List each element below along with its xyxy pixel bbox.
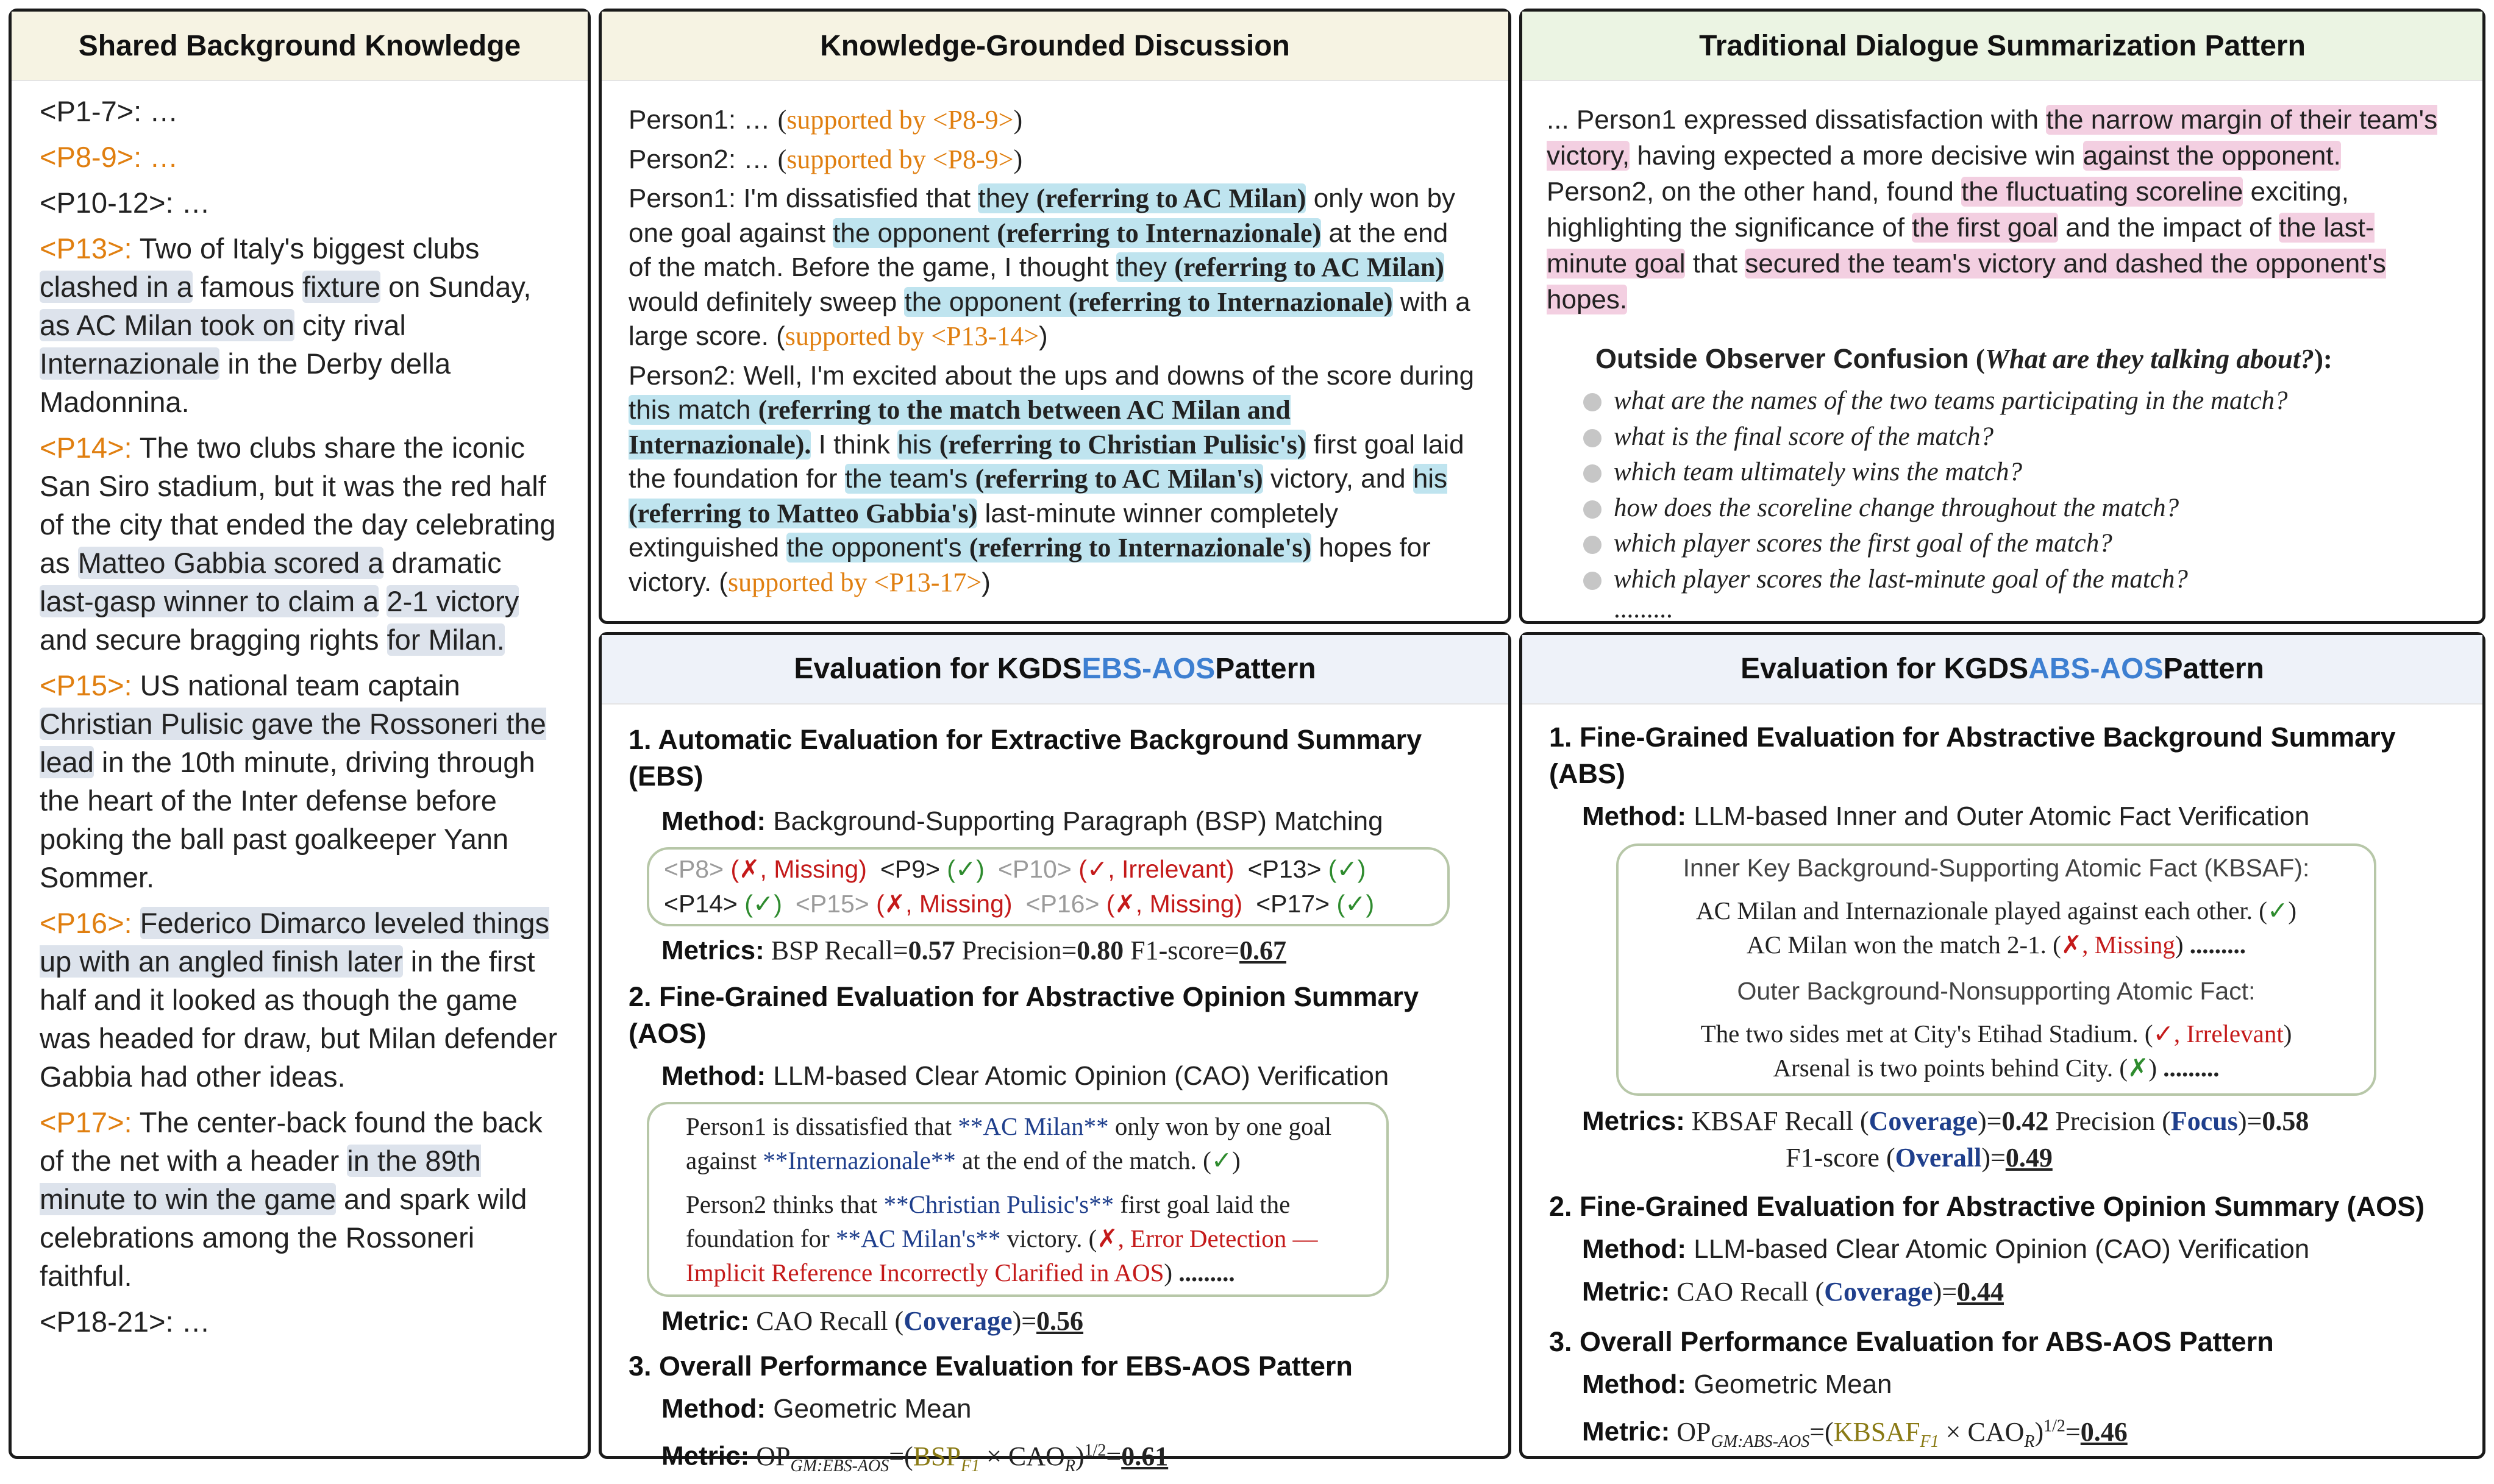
confusion-question: which team ultimately wins the match? xyxy=(1583,455,2448,491)
observer-confusion-heading: Outside Observer Confusion (What are they talking about?): xyxy=(1595,343,2332,374)
bsp-item: <P17> (✓) xyxy=(1256,890,1375,918)
section-3-metric: Metric: $OP_{GM:ABS-AOS}=(KBSAF_{F1} \times CAO_R)^{1/2}=0.46$ xyxy=(1582,1416,2128,1451)
outer-fact-1: The two sides met at City's Etihad Stadium. (✓, Irrelevant) xyxy=(1700,1020,2292,1048)
confusion-question-list xyxy=(1583,383,2448,597)
bsp-item: <P9> (✓) xyxy=(880,855,985,883)
panel-title: Knowledge-Grounded Discussion xyxy=(602,12,1508,81)
more-ellipsis: ......... xyxy=(1614,595,1673,623)
section-2-heading: 2. Fine-Grained Evaluation for Abstractive Opinion Summary (AOS) xyxy=(629,981,1419,1049)
section-3-method: Method: Geometric Mean xyxy=(1582,1369,1892,1399)
section-1-metrics: Metrics: KBSAF Recall (Coverage)=0.42 Precision (Focus)=0.58 xyxy=(1582,1106,2309,1136)
bsp-matching-box xyxy=(647,847,1450,926)
panel-traditional-summarization xyxy=(1519,9,2485,624)
bsp-item: <P14> (✓) xyxy=(664,890,782,918)
paragraph-p13: <P13>: Two of Italy's biggest clubs clashed in a famous fixture on Sunday, as AC Milan took on city rival Internazionale in the Derby della Madonnina. xyxy=(40,232,532,418)
opinion-2: Person2 thinks that **Christian Pulisic's** first goal laid the foundation for **AC Milan's** victory. (✗, Error Detection — Implicit Reference Incorrectly Clarified in AOS) ......... xyxy=(686,1190,1318,1287)
section-3-metric: Metric: $OP_{GM:EBS-AOS}=(BSP_{F1} \times CAO_R)^{1/2}=0.61$ xyxy=(661,1441,1169,1475)
opinion-1: Person1 is dissatisfied that **AC Milan** only won by one goal against **Internazionale** at the end of the match. (✓) xyxy=(686,1112,1332,1174)
section-1-heading: 1. Fine-Grained Evaluation for Abstractive Background Summary (ABS) xyxy=(1549,722,2396,789)
confusion-question: what is the final score of the match? xyxy=(1583,419,2448,455)
inner-fact-title: Inner Key Background-Supporting Atomic Fact (KBSAF): xyxy=(1683,854,2310,882)
section-2-metric: Metric: CAO Recall (Coverage)=0.44 xyxy=(1582,1277,2004,1307)
cao-opinion-box xyxy=(647,1102,1389,1297)
panel-eval-abs-aos xyxy=(1519,632,2485,1459)
panel-title: Evaluation for KGDS ABS-AOS Pattern xyxy=(1522,635,2482,705)
paragraph-p1-7: <P1-7>: … xyxy=(40,95,179,127)
panel-title: Evaluation for KGDS EBS-AOS Pattern xyxy=(602,635,1508,705)
outer-fact-title: Outer Background-Nonsupporting Atomic Fact: xyxy=(1737,977,2256,1005)
section-1-heading: 1. Automatic Evaluation for Extractive Background Summary (EBS) xyxy=(629,724,1422,792)
dialogue-person2: Person2: Well, I'm excited about the ups and downs of the score during this match (referring to the match between AC Milan and Internazionale). I think his (referring to Christian Pulisic's) first goal laid the foundation for the team's (referring to AC Milan's) victory, and his (referring to Matteo Gabbia's) last-minute winner completely extinguished the opponent's (referring to Internazionale's) hopes for victory. (supported by <P13-17>) xyxy=(629,360,1475,597)
traditional-summary: ... Person1 expressed dissatisfaction with the narrow margin of their team's victory, having expected a more decisive win against the opponent. Person2, on the other hand, found the fluctuating scoreline exciting, highlighting the significance of the first goal and the impact of the last-minute goal that secured the team's victory and dashed the opponent's hopes. xyxy=(1547,105,2438,314)
paragraph-p17: <P17>: The center-back found the back of the net with a header in the 89th minute to win the game and spark wild celebrations among the Rossoneri faithful. xyxy=(40,1106,543,1292)
confusion-question: which player scores the first goal of the match? xyxy=(1583,526,2448,562)
panel-eval-ebs-aos xyxy=(599,632,1511,1475)
paragraph-p18-21: <P18-21>: … xyxy=(40,1305,210,1338)
confusion-question: which player scores the last-minute goal of the match? xyxy=(1583,562,2448,598)
section-2-method: Method: LLM-based Clear Atomic Opinion (CAO) Verification xyxy=(661,1061,1389,1091)
inner-fact-2: AC Milan won the match 2-1. (✗, Missing) ......... xyxy=(1747,931,2246,959)
section-1-f1: F1-score (Overall)=0.49 xyxy=(1786,1143,2053,1173)
bsp-item: <P10> (✓, Irrelevant) xyxy=(997,855,1235,883)
section-2-metric: Metric: CAO Recall (Coverage)=0.56 xyxy=(661,1306,1084,1336)
inner-fact-1: AC Milan and Internazionale played against each other. (✓) xyxy=(1696,896,2296,925)
section-3-heading: 3. Overall Performance Evaluation for EBS-AOS Pattern xyxy=(629,1351,1353,1382)
dialogue-line-1: Person1: … (supported by <P8-9>) xyxy=(629,105,1023,135)
dialogue-person1: Person1: I'm dissatisfied that they (referring to AC Milan) only won by one goal against the opponent (referring to Internazionale) at the end of the match. Before the game, I thought they (referring to AC Milan) would definitely sweep the opponent (referring to Internazionale) with a large score. (supported by <P13-14>) xyxy=(629,183,1470,351)
bsp-row-2 xyxy=(664,887,1441,921)
section-2-heading: 2. Fine-Grained Evaluation for Abstractive Opinion Summary (AOS) xyxy=(1549,1191,2425,1222)
section-1-method: Method: Background-Supporting Paragraph (BSP) Matching xyxy=(661,806,1383,836)
confusion-question: what are the names of the two teams participating in the match? xyxy=(1583,383,2448,419)
paragraph-p15: <P15>: US national team captain Christian Pulisic gave the Rossoneri the lead in the 10th minute, driving through the heart of the Inter defense before poking the ball past goalkeeper Yann Sommer. xyxy=(40,669,546,893)
panel-knowledge-grounded-discussion xyxy=(599,9,1511,624)
section-3-method: Method: Geometric Mean xyxy=(661,1394,972,1424)
paragraph-p8-9: <P8-9>: … xyxy=(40,141,179,173)
section-2-method: Method: LLM-based Clear Atomic Opinion (CAO) Verification xyxy=(1582,1234,2310,1264)
bsp-item: <P15> (✗, Missing) xyxy=(795,890,1013,918)
bsp-item: <P13> (✓) xyxy=(1247,855,1366,883)
confusion-question: how does the scoreline change throughout the match? xyxy=(1583,491,2448,527)
bsp-item: <P16> (✗, Missing) xyxy=(1025,890,1243,918)
dialogue-line-2: Person2: … (supported by <P8-9>) xyxy=(629,144,1023,174)
bsp-item: <P8> (✗, Missing) xyxy=(664,855,867,883)
section-1-method: Method: LLM-based Inner and Outer Atomic Fact Verification xyxy=(1582,801,2310,831)
section-3-heading: 3. Overall Performance Evaluation for ABS-AOS Pattern xyxy=(1549,1326,2274,1357)
panel-shared-background xyxy=(9,9,591,1459)
bsp-row-1 xyxy=(664,852,1441,887)
atomic-fact-box xyxy=(1616,843,2376,1096)
panel-title: Traditional Dialogue Summarization Pattern xyxy=(1522,12,2482,81)
paragraph-p16: <P16>: Federico Dimarco leveled things up with an angled finish later in the first half and it looked as though the game was headed for draw, but Milan defender Gabbia had other ideas. xyxy=(40,907,558,1093)
section-1-metrics: Metrics: BSP Recall=0.57 Precision=0.80 F1-score=0.67 xyxy=(661,935,1286,965)
outer-fact-2: Arsenal is two points behind City. (✗) ......... xyxy=(1773,1054,2220,1082)
paragraph-p14: <P14>: The two clubs share the iconic San Siro stadium, but it was the red half of the city that ended the day celebrating as Matteo Gabbia scored a dramatic last-gasp winner to claim a 2-1 victory and secure bragging rights for Milan. xyxy=(40,431,556,656)
paragraph-p10-12: <P10-12>: … xyxy=(40,186,210,219)
panel-title: Shared Background Knowledge xyxy=(12,12,588,81)
